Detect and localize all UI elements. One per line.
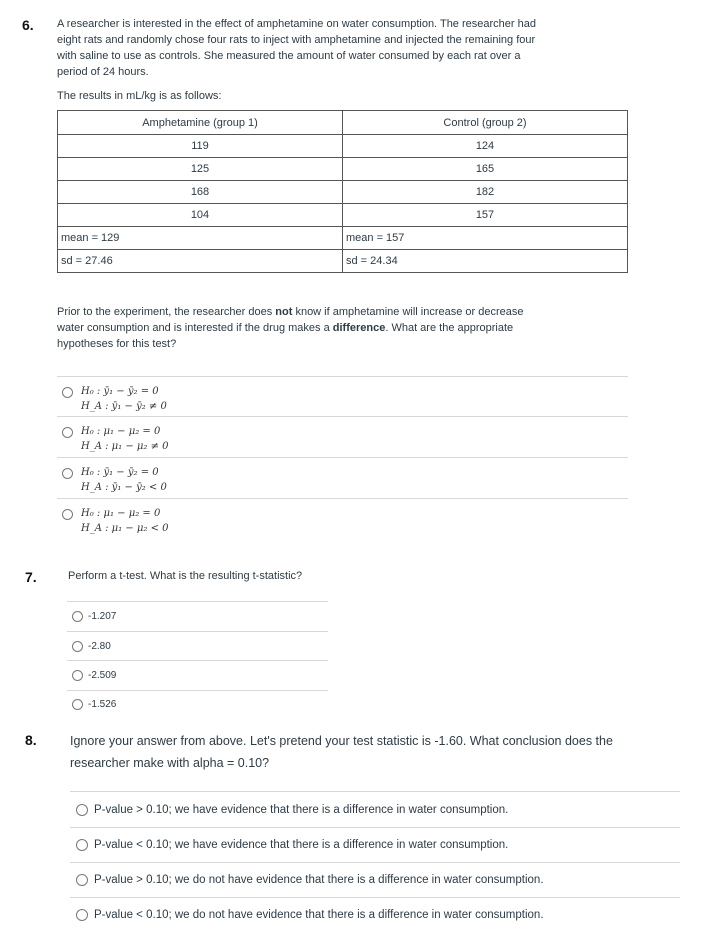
tstat-option-2[interactable]: [67, 631, 328, 660]
tstat-option-1[interactable]: [67, 601, 328, 631]
radio-button[interactable]: [62, 387, 73, 398]
hypothesis-option-2[interactable]: [57, 416, 628, 457]
sd-group-2: sd = 24.34: [343, 250, 628, 273]
option-label: P-value < 0.10; we have evidence that there is a difference in water consumption.: [94, 839, 509, 851]
table-cell: 168: [58, 181, 343, 204]
intro-line-4: period of 24 hours.: [57, 66, 149, 78]
prompt-text: . What are the appropriate: [385, 322, 514, 334]
radio-button[interactable]: [72, 641, 83, 652]
intro-line-2: eight rats and randomly chose four rats to inject with amphetamine and injected the remaining four: [57, 34, 536, 46]
radio-button[interactable]: [72, 699, 83, 710]
prompt-line-1: [57, 304, 677, 320]
radio-button[interactable]: [72, 611, 83, 622]
prompt-text: know if amphetamine will increase or decrease: [292, 306, 524, 318]
null-hypothesis: H₀ : ȳ₁ − ȳ₂ = 0: [81, 386, 159, 397]
tstat-option-4[interactable]: [67, 690, 328, 717]
alternative-hypothesis: H_A : ȳ₁ − ȳ₂ < 0: [81, 482, 167, 493]
radio-button[interactable]: [76, 874, 88, 886]
table-cell: 119: [58, 135, 343, 158]
intro-line-3: with saline to use as controls. She measured the amount of water consumed by each rat over a: [57, 50, 521, 62]
results-label: The results in mL/kg is as follows:: [57, 90, 222, 102]
table-mean-row: [58, 227, 628, 250]
question-6-intro: [57, 16, 677, 80]
tstat-option-3[interactable]: [67, 660, 328, 690]
prompt-emphasis-difference: difference: [332, 322, 386, 334]
option-label: -2.80: [88, 640, 111, 652]
radio-button[interactable]: [76, 804, 88, 816]
table-cell: 125: [58, 158, 343, 181]
radio-button[interactable]: [62, 509, 73, 520]
conclusion-option-1[interactable]: [70, 791, 680, 827]
null-hypothesis: H₀ : μ₁ − μ₂ = 0: [81, 508, 161, 519]
null-hypothesis: H₀ : ȳ₁ − ȳ₂ = 0: [81, 467, 159, 478]
table-row: [58, 158, 628, 181]
question-7-number: 7.: [25, 569, 37, 585]
hypothesis-option-4[interactable]: [57, 498, 628, 538]
table-row: [58, 181, 628, 204]
question-6-choices: [57, 376, 628, 538]
table-cell: 104: [58, 204, 343, 227]
alternative-hypothesis: H_A : ȳ₁ − ȳ₂ ≠ 0: [81, 401, 167, 412]
option-label: -2.509: [88, 670, 117, 681]
conclusion-option-3[interactable]: [70, 862, 680, 897]
table-row: [58, 135, 628, 158]
conclusion-option-4[interactable]: [70, 897, 680, 932]
header-control: Control (group 2): [343, 111, 628, 135]
prompt-line-3: hypotheses for this test?: [57, 338, 177, 350]
table-header-row: [58, 111, 628, 135]
option-label: P-value > 0.10; we do not have evidence that there is a difference in water consumption.: [94, 874, 544, 886]
alternative-hypothesis: H_A : μ₁ − μ₂ ≠ 0: [81, 441, 169, 452]
hypothesis-option-1[interactable]: [57, 376, 628, 416]
intro-line-1: A researcher is interested in the effect of amphetamine on water consumption. The researcher had: [57, 18, 536, 30]
radio-button[interactable]: [76, 839, 88, 851]
table-row: [58, 204, 628, 227]
table-cell: 165: [343, 158, 628, 181]
radio-button[interactable]: [72, 670, 83, 681]
prompt-line-2: [57, 320, 677, 336]
question-8-prompt: [70, 730, 700, 774]
prompt-text: water consumption and is interested if the drug makes a: [57, 322, 333, 334]
alternative-hypothesis: H_A : μ₁ − μ₂ < 0: [81, 523, 169, 534]
option-label: -1.526: [88, 698, 117, 710]
header-amphetamine: Amphetamine (group 1): [58, 111, 343, 135]
prompt-line-1: Ignore your answer from above. Let's pretend your test statistic is -1.60. What conclusion does the: [70, 734, 613, 748]
mean-group-1: mean = 129: [58, 227, 343, 250]
table-cell: 124: [343, 135, 628, 158]
prompt-emphasis-not: not: [275, 306, 293, 318]
question-8-choices: [70, 791, 680, 932]
null-hypothesis: H₀ : μ₁ − μ₂ = 0: [81, 426, 161, 437]
question-8-number: 8.: [25, 732, 37, 748]
radio-button[interactable]: [62, 427, 73, 438]
results-table: [57, 110, 628, 273]
conclusion-option-2[interactable]: [70, 827, 680, 862]
option-label: P-value > 0.10; we have evidence that there is a difference in water consumption.: [94, 803, 509, 816]
option-label: -1.207: [88, 611, 117, 622]
table-sd-row: [58, 250, 628, 273]
question-6-number: 6.: [22, 17, 34, 33]
radio-button[interactable]: [76, 909, 88, 921]
prompt-line-2: researcher make with alpha = 0.10?: [70, 756, 270, 770]
prompt-text: Prior to the experiment, the researcher does: [57, 306, 276, 318]
table-cell: 157: [343, 204, 628, 227]
question-6-prompt: [57, 304, 677, 352]
mean-group-2: mean = 157: [343, 227, 628, 250]
option-label: P-value < 0.10; we do not have evidence that there is a difference in water consumption.: [94, 909, 544, 921]
table-cell: 182: [343, 181, 628, 204]
radio-button[interactable]: [62, 468, 73, 479]
question-7-prompt: Perform a t-test. What is the resulting t-statistic?: [68, 570, 303, 582]
sd-group-1: sd = 27.46: [58, 250, 343, 273]
hypothesis-option-3[interactable]: [57, 457, 628, 498]
question-7-choices: [67, 601, 328, 717]
